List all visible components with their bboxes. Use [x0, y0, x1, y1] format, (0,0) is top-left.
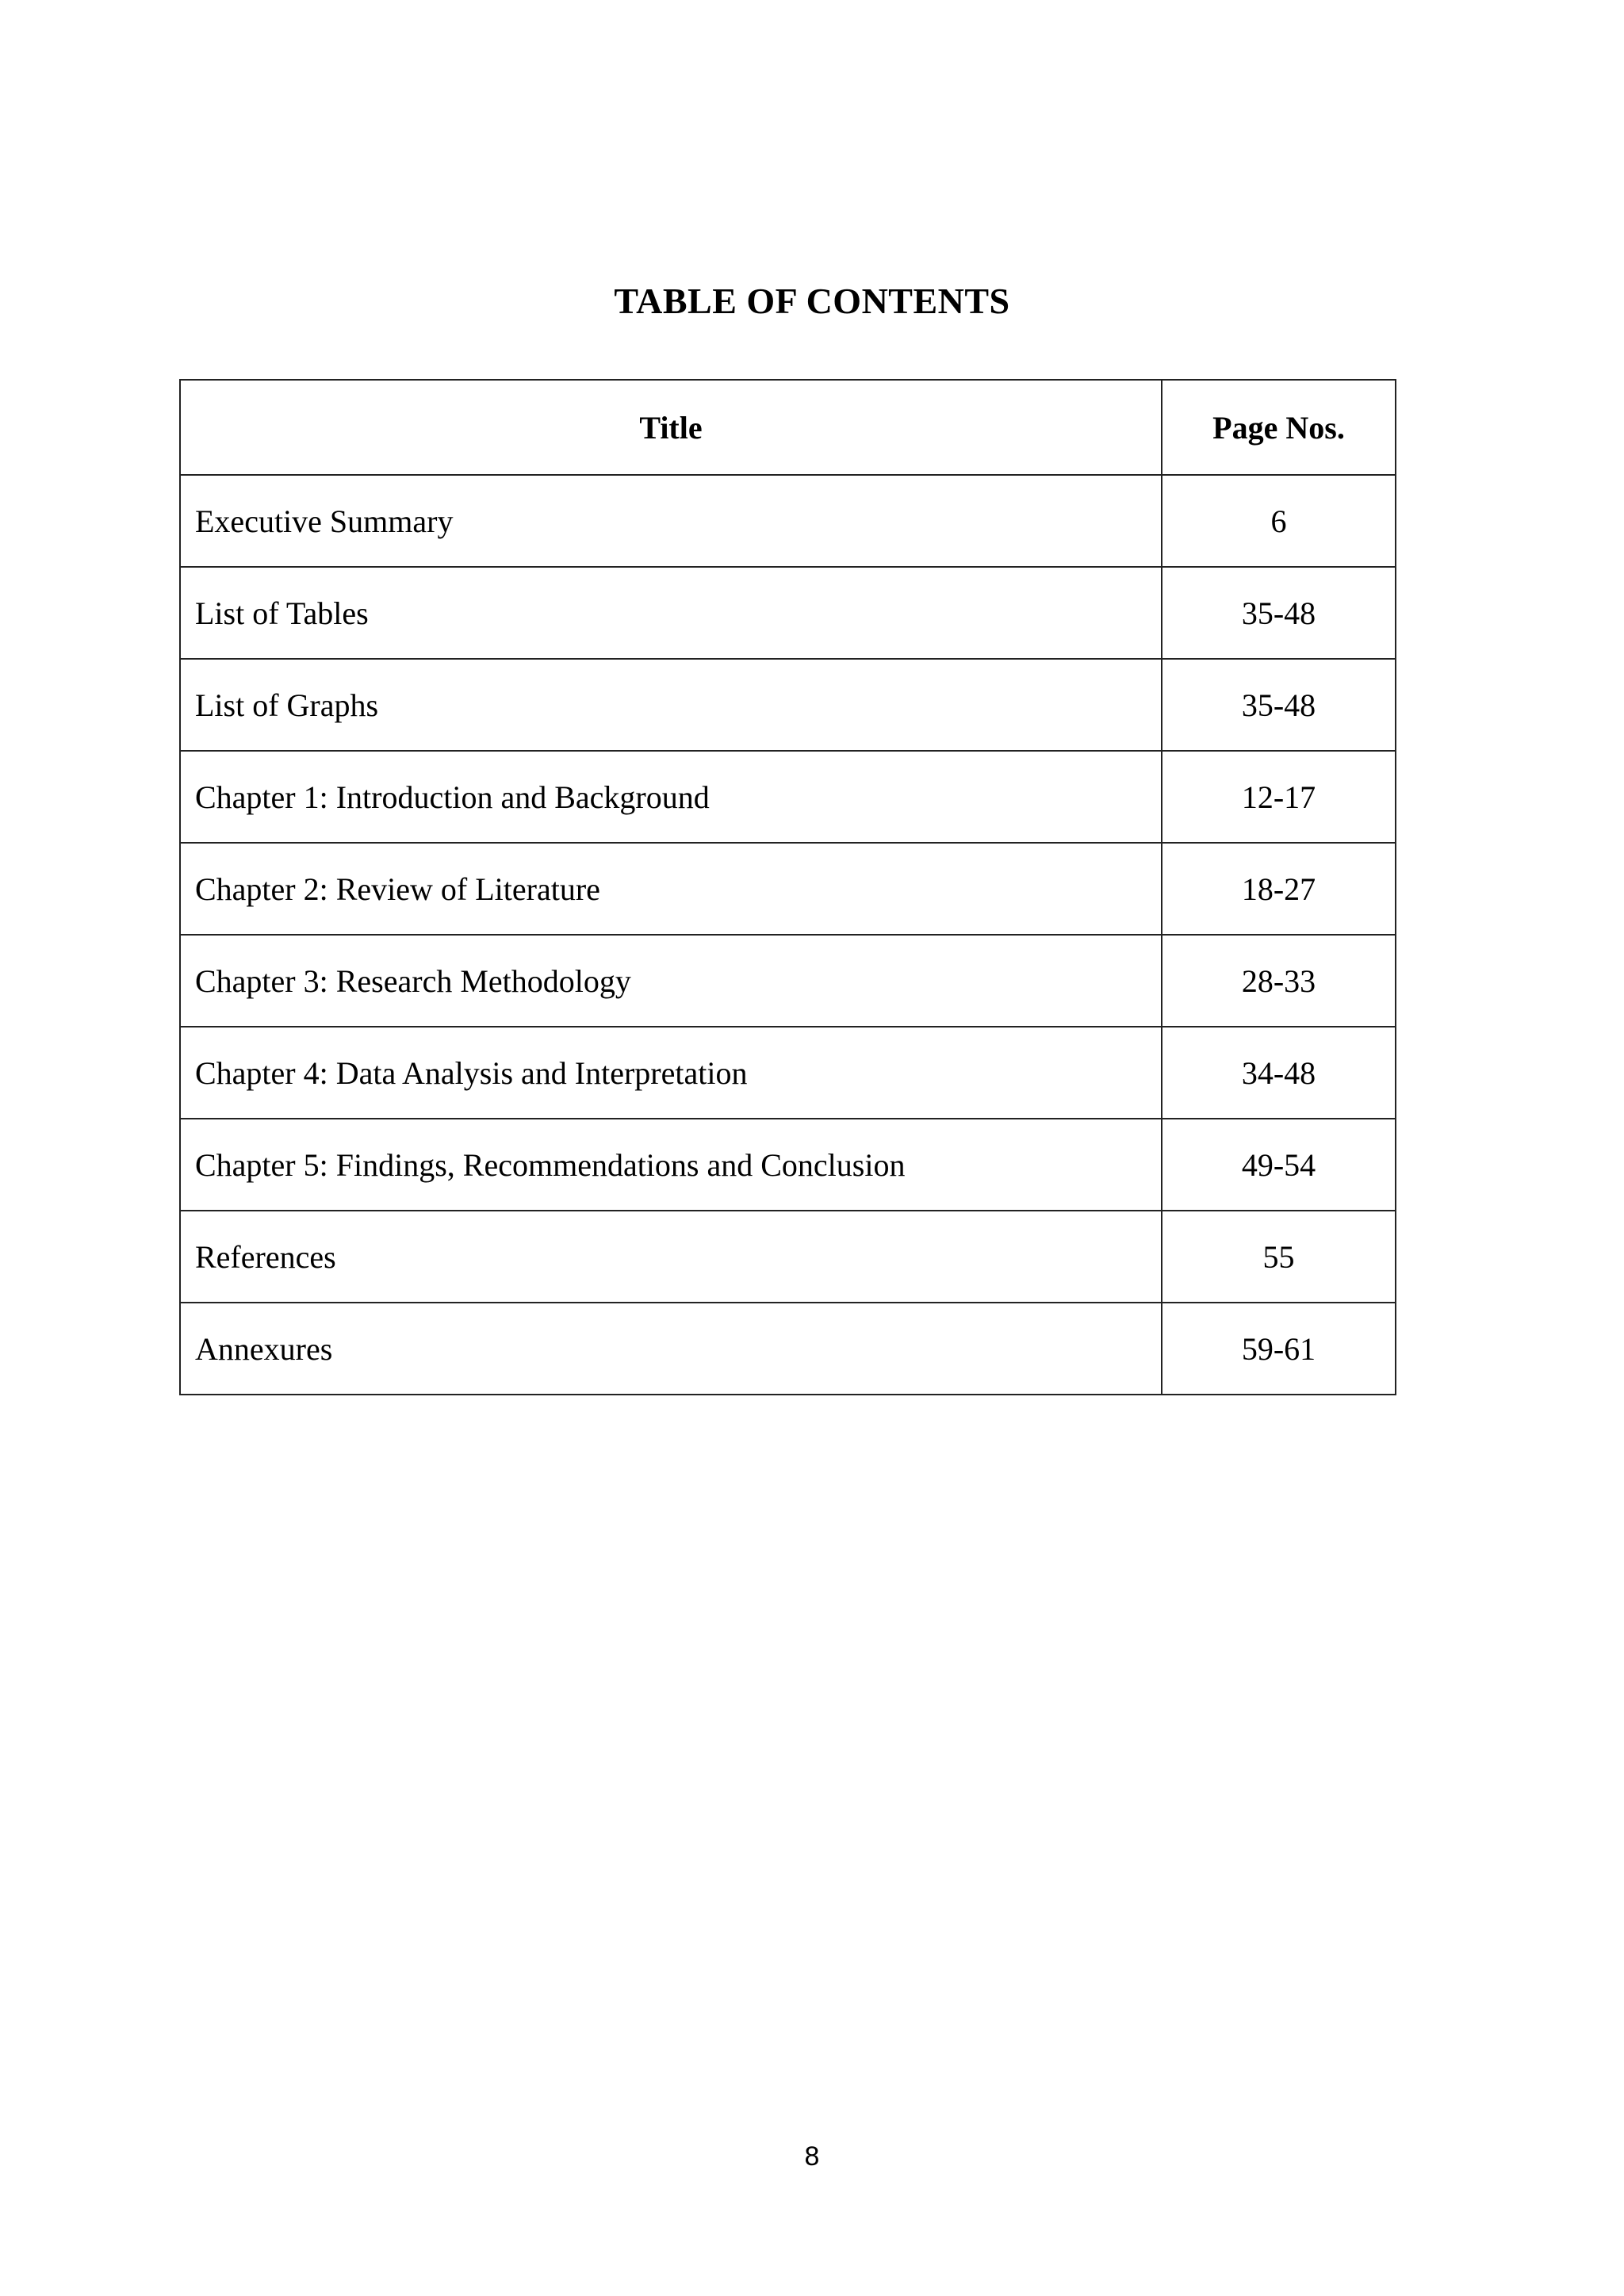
toc-entry-page: 49-54 — [1162, 1119, 1396, 1211]
toc-entry-title: Executive Summary — [180, 475, 1162, 567]
toc-entry-page: 34-48 — [1162, 1027, 1396, 1119]
table-header-row — [180, 380, 1396, 475]
toc-entry-page: 12-17 — [1162, 751, 1396, 843]
table-row — [180, 1211, 1396, 1303]
table-row — [180, 659, 1396, 751]
toc-entry-page: 55 — [1162, 1211, 1396, 1303]
toc-entry-title: Chapter 1: Introduction and Background — [180, 751, 1162, 843]
toc-entry-title: References — [180, 1211, 1162, 1303]
toc-entry-title: Chapter 5: Findings, Recommendations and Conclusion — [180, 1119, 1162, 1211]
table-row — [180, 1303, 1396, 1395]
column-header-page-nos: Page Nos. — [1162, 380, 1396, 475]
toc-entry-title: Annexures — [180, 1303, 1162, 1395]
table-row — [180, 475, 1396, 567]
table-row — [180, 843, 1396, 935]
toc-entry-page: 59-61 — [1162, 1303, 1396, 1395]
toc-entry-page: 18-27 — [1162, 843, 1396, 935]
toc-entry-page: 28-33 — [1162, 935, 1396, 1027]
toc-entry-title: List of Graphs — [180, 659, 1162, 751]
table-row — [180, 567, 1396, 659]
toc-entry-title: Chapter 2: Review of Literature — [180, 843, 1162, 935]
table-row — [180, 935, 1396, 1027]
toc-entry-page: 35-48 — [1162, 659, 1396, 751]
toc-entry-title: Chapter 3: Research Methodology — [180, 935, 1162, 1027]
table-row — [180, 1119, 1396, 1211]
toc-entry-page: 6 — [1162, 475, 1396, 567]
toc-entry-title: Chapter 4: Data Analysis and Interpretation — [180, 1027, 1162, 1119]
table-row — [180, 751, 1396, 843]
toc-entry-title: List of Tables — [180, 567, 1162, 659]
table-row — [180, 1027, 1396, 1119]
page-number: 8 — [804, 2141, 820, 2172]
column-header-title: Title — [180, 380, 1162, 475]
table-of-contents — [179, 379, 1396, 1395]
toc-entry-page: 35-48 — [1162, 567, 1396, 659]
page-title: TABLE OF CONTENTS — [614, 281, 1010, 321]
